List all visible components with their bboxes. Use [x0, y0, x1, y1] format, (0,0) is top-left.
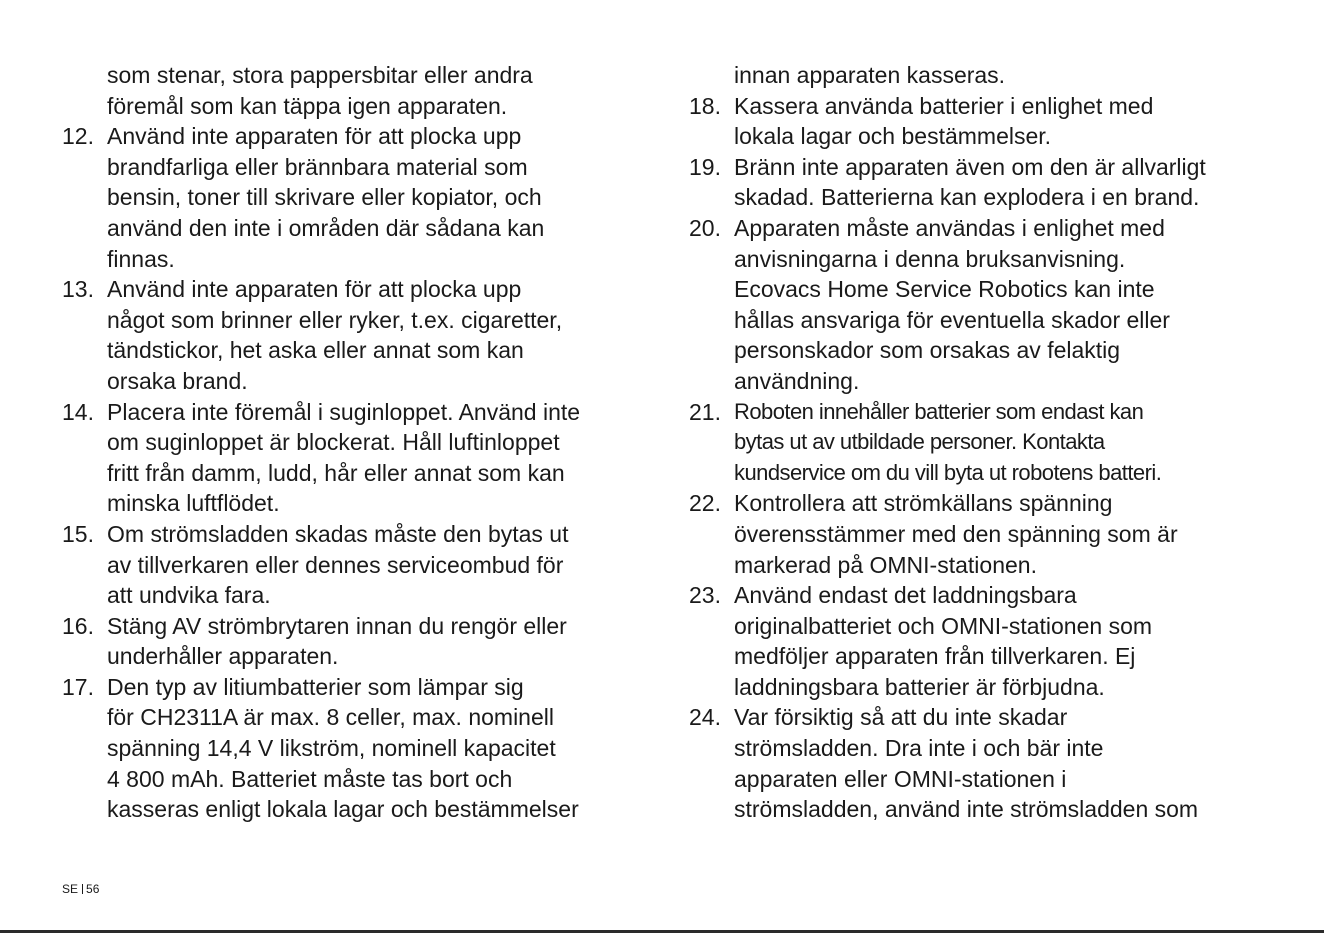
- footer-separator: [82, 884, 83, 894]
- text-line: för CH2311A är max. 8 celler, max. nominell: [107, 704, 554, 731]
- list-item-21: [689, 397, 1289, 489]
- text-line: Placera inte föremål i suginloppet. Använd inte: [107, 398, 581, 425]
- text-line: hållas ansvariga för eventuella skador eller: [734, 306, 1170, 333]
- item-number: 12.: [62, 123, 94, 150]
- text-line: personskador som orsakas av felaktig: [734, 337, 1121, 364]
- item-number: 13.: [62, 276, 94, 303]
- list-item-22: [689, 488, 1289, 580]
- text-line: 4 800 mAh. Batteriet måste tas bort och: [107, 765, 513, 792]
- text-line: använd den inte i områden där sådana kan: [107, 214, 545, 241]
- item-number: 21.: [689, 398, 721, 425]
- text-line: Apparaten måste användas i enlighet med: [734, 214, 1165, 241]
- text-line: användning.: [734, 367, 860, 394]
- text-line: anvisningarna i denna bruksanvisning.: [734, 245, 1126, 272]
- page-footer: [62, 881, 99, 897]
- text-line: av tillverkaren eller dennes serviceombud för: [107, 551, 564, 578]
- text-line: Använd inte apparaten för att plocka upp: [107, 123, 522, 150]
- list-item-18: [689, 91, 1289, 152]
- text-line: originalbatteriet och OMNI-stationen som: [734, 612, 1153, 639]
- item-number: 15.: [62, 520, 94, 547]
- text-line: skadad. Batterierna kan explodera i en brand.: [734, 184, 1200, 211]
- text-line: att undvika fara.: [107, 582, 271, 609]
- text-line: bytas ut av utbildade personer. Kontakta: [734, 429, 1105, 455]
- item-number: 23.: [689, 582, 721, 609]
- text-line: Stäng AV strömbrytaren innan du rengör eller: [107, 612, 567, 639]
- text-line: som stenar, stora pappersbitar eller andra: [107, 62, 533, 88]
- list-item-14: [62, 397, 652, 519]
- text-line: föremål som kan täppa igen apparaten.: [107, 92, 508, 119]
- text-line: strömsladden. Dra inte i och bär inte: [734, 735, 1104, 762]
- text-line: markerad på OMNI-stationen.: [734, 551, 1037, 578]
- list-item-16: [62, 611, 652, 672]
- list-item-20: [689, 213, 1289, 397]
- text-line: laddningsbara batterier är förbjudna.: [734, 673, 1105, 700]
- text-line: bensin, toner till skrivare eller kopiator, och: [107, 184, 542, 211]
- text-line: minska luftflödet.: [107, 490, 280, 517]
- text-line: Bränn inte apparaten även om den är allvarligt: [734, 153, 1206, 180]
- text-line: innan apparaten kasseras.: [734, 62, 1006, 88]
- text-line: tändstickor, het aska eller annat som kan: [107, 337, 524, 364]
- right-column: [689, 60, 1289, 825]
- item-number: 20.: [689, 214, 721, 241]
- item-number: 19.: [689, 153, 721, 180]
- item-number: 18.: [689, 92, 721, 119]
- left-column: [62, 60, 652, 825]
- item-number: 17.: [62, 673, 94, 700]
- text-line: fritt från damm, ludd, hår eller annat som kan: [107, 459, 565, 486]
- text-line: apparaten eller OMNI-stationen i: [734, 765, 1067, 792]
- text-line: strömsladden, använd inte strömsladden som: [734, 796, 1199, 823]
- text-line: finnas.: [107, 245, 175, 272]
- list-item-15: [62, 519, 652, 611]
- text-line: Kassera använda batterier i enlighet med: [734, 92, 1154, 119]
- text-line: Om strömsladden skadas måste den bytas ut: [107, 520, 569, 547]
- text-line: underhåller apparaten.: [107, 643, 339, 670]
- page-number: 56: [86, 882, 100, 896]
- item-number: 16.: [62, 612, 94, 639]
- language-code: SE: [62, 882, 79, 896]
- list-item-13: [62, 274, 652, 396]
- text-line: Kontrollera att strömkällans spänning: [734, 490, 1113, 517]
- list-item-19: [689, 152, 1289, 213]
- text-line: något som brinner eller ryker, t.ex. cigaretter,: [107, 306, 563, 333]
- item-number: 22.: [689, 490, 721, 517]
- text-line: lokala lagar och bestämmelser.: [734, 123, 1052, 150]
- text-line: kasseras enligt lokala lagar och bestämmelser: [107, 796, 579, 823]
- text-line: brandfarliga eller brännbara material som: [107, 153, 528, 180]
- text-line: om suginloppet är blockerat. Håll luftinloppet: [107, 429, 560, 456]
- list-item-24: [689, 702, 1289, 824]
- item-number: 24.: [689, 704, 721, 731]
- text-line: Använd inte apparaten för att plocka upp: [107, 276, 522, 303]
- text-line: medföljer apparaten från tillverkaren. Ej: [734, 643, 1136, 670]
- list-item-12: [62, 121, 652, 274]
- list-item-23: [689, 580, 1289, 702]
- text-line: spänning 14,4 V likström, nominell kapacitet: [107, 735, 556, 762]
- text-line: kundservice om du vill byta ut robotens batteri.: [734, 459, 1162, 485]
- text-line: Roboten innehåller batterier som endast kan: [734, 398, 1144, 424]
- list-item-17: [62, 672, 652, 825]
- text-line: orsaka brand.: [107, 367, 248, 394]
- text-line: Den typ av litiumbatterier som lämpar sig: [107, 673, 524, 700]
- text-line: Var försiktig så att du inte skadar: [734, 704, 1068, 731]
- list-item-continued: [689, 60, 1289, 91]
- list-item-continued: [62, 60, 652, 121]
- item-number: 14.: [62, 398, 94, 425]
- text-line: överensstämmer med den spänning som är: [734, 520, 1178, 547]
- text-line: Använd endast det laddningsbara: [734, 582, 1077, 609]
- text-line: Ecovacs Home Service Robotics kan inte: [734, 276, 1155, 303]
